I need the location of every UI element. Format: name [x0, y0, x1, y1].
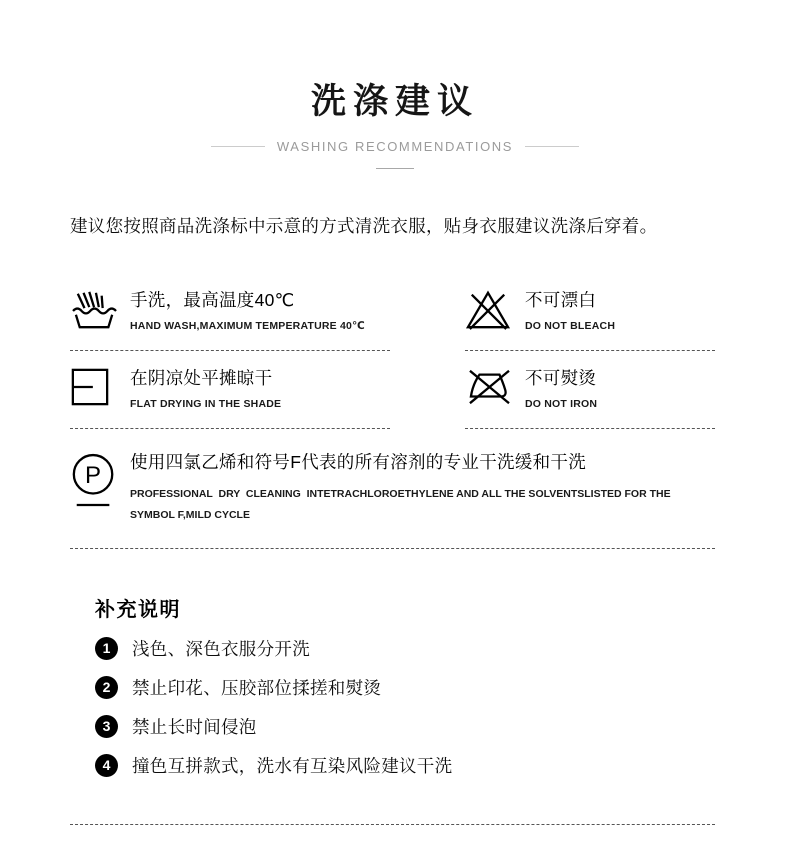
note-text: 禁止印花、压胶部位揉搓和熨烫	[132, 677, 382, 698]
care-symbol-flat-dry	[70, 351, 390, 429]
note-item-4	[95, 753, 720, 778]
subtitle-left-line	[211, 146, 265, 147]
title-divider	[376, 168, 414, 169]
dry-clean-circle-p-icon	[70, 449, 130, 511]
note-text: 禁止长时间侵泡	[132, 716, 257, 737]
care-symbol-dry-clean	[70, 429, 715, 549]
note-text: 浅色、深色衣服分开洗	[132, 638, 310, 659]
care-symbol-label-en: HAND WASH,MAXIMUM TEMPERATURE 40℃	[130, 319, 365, 332]
care-symbol-text	[525, 287, 715, 332]
care-symbol-text	[130, 449, 715, 526]
care-symbol-label-cn: 不可熨烫	[525, 367, 597, 388]
care-symbols-section	[70, 273, 715, 549]
care-symbol-text	[130, 365, 390, 410]
note-number-badge: 1	[95, 637, 118, 660]
note-item-1	[95, 636, 720, 661]
subtitle-right-line	[525, 146, 579, 147]
page-title: 洗涤建议	[310, 82, 479, 121]
note-item-2	[95, 675, 720, 700]
care-symbol-item	[70, 449, 715, 526]
note-item-3	[95, 714, 720, 739]
care-symbol-item	[465, 287, 715, 332]
bottom-divider	[70, 824, 715, 825]
care-symbols-row-1	[70, 273, 715, 351]
care-symbol-label-cn: 在阴凉处平摊晾干	[130, 367, 273, 388]
notes-heading: 补充说明	[95, 598, 181, 621]
care-symbol-label-cn: 手洗，最高温度40℃	[130, 289, 295, 310]
care-symbol-text	[525, 365, 715, 410]
care-symbol-hand-wash	[70, 273, 390, 351]
page-subtitle: WASHING RECOMMENDATIONS	[276, 139, 514, 154]
care-symbol-item	[70, 365, 390, 410]
care-symbol-item	[70, 287, 390, 332]
care-symbols-row-2	[70, 351, 715, 429]
care-symbol-label-cn: 使用四氯乙烯和符号F代表的所有溶剂的专业干洗缓和干洗	[130, 451, 586, 472]
care-symbol-do-not-iron	[465, 351, 715, 429]
note-number-badge: 3	[95, 715, 118, 738]
dry-clean-letter: P	[85, 461, 102, 489]
care-symbol-text	[130, 287, 390, 332]
note-number-badge: 2	[95, 676, 118, 699]
intro-text: 建议您按照商品洗涤标中示意的方式清洗衣服，贴身衣服建议洗涤后穿着。	[70, 216, 658, 236]
care-symbol-label-en: DO NOT IRON	[525, 397, 598, 410]
do-not-bleach-icon	[465, 287, 525, 331]
subtitle-row	[0, 139, 790, 154]
flat-dry-icon	[70, 365, 130, 407]
care-symbol-do-not-bleach	[465, 273, 715, 351]
header	[0, 74, 790, 169]
care-symbol-label-en: FLAT DRYING IN THE SHADE	[130, 397, 282, 410]
note-number-badge: 4	[95, 754, 118, 777]
supplementary-notes-section	[95, 593, 720, 778]
note-text: 撞色互拼款式，洗水有互染风险建议干洗	[132, 755, 453, 776]
care-symbol-label-en: PROFESSIONAL DRY CLEANING INTETRACHLOROETHYLENE AND ALL THE SOLVENTSLISTED FOR THE SYMBOL F,MILD CYCLE	[130, 487, 674, 521]
care-symbol-item	[465, 365, 715, 410]
care-symbol-label-en: DO NOT BLEACH	[525, 319, 616, 332]
hand-wash-icon	[70, 287, 130, 331]
care-symbol-label-cn: 不可漂白	[525, 289, 597, 310]
do-not-iron-icon	[465, 365, 525, 407]
